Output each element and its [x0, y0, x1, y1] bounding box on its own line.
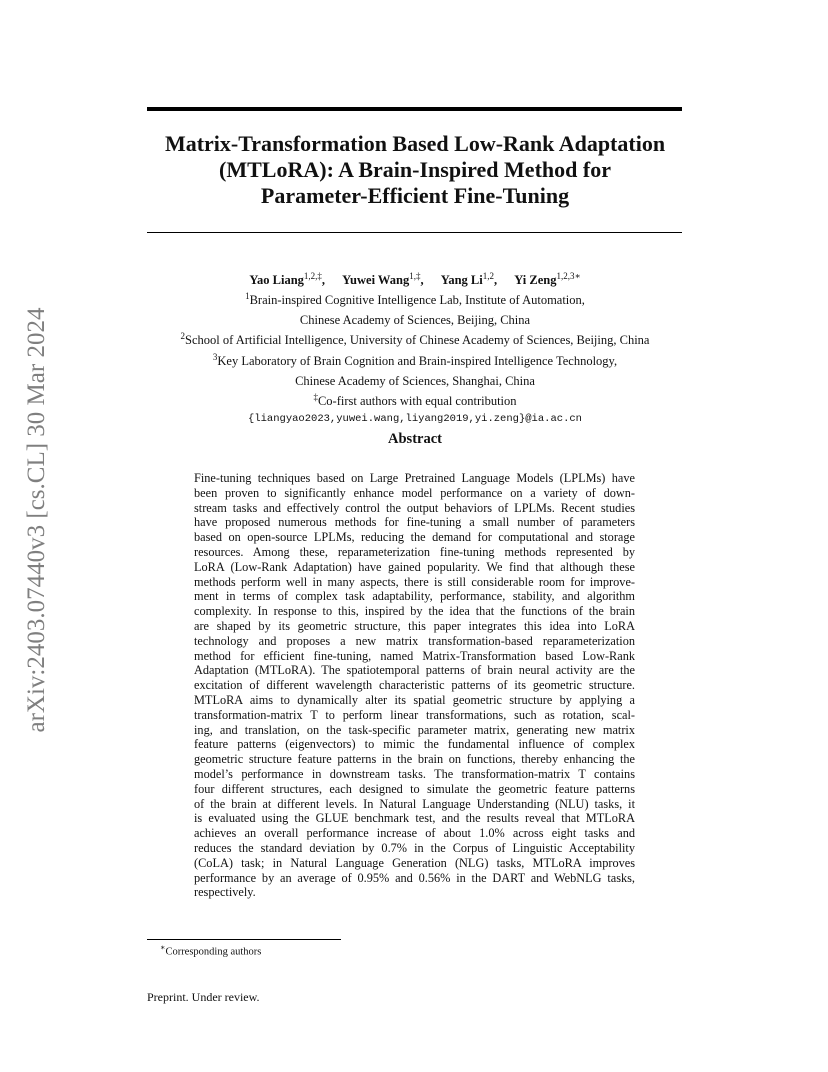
abstract-body: [194, 471, 635, 900]
affiliation: $^3$Key Laboratory of Brain Cognition and Brain-inspired Intelligence Technology,: [212, 351, 618, 368]
abstract-line: excitation of different wavelength characteristic patterns of its geometric structure.: [194, 678, 635, 693]
abstract-line: complexity. In response to this, inspired by the idea that the functions of the brain: [194, 604, 635, 619]
abstract-line: Adaptation (MTLoRA). The spatiotemporal patterns of brain neural activity are the: [194, 663, 635, 678]
title-line: Parameter-Efficient Fine-Tuning: [260, 183, 570, 208]
affiliation: $^2$School of Artificial Intelligence, University of Chinese Academy of Sciences, Beijing, China: [180, 331, 650, 348]
abstract-line: reduces the standard deviation by 0.7% in the Corpus of Linguistic Acceptability: [194, 840, 635, 855]
abstract-line: stream tasks and effectively control the output behaviors of LPLMs. Recent studies: [194, 500, 635, 515]
abstract-line: been proven to significantly enhance model performance on a variety of down-: [194, 485, 635, 500]
affiliation: $^1$Brain-inspired Cognitive Intelligence Lab, Institute of Automation,: [245, 291, 585, 308]
corresponding-author-footnote: ∗Corresponding authors: [160, 943, 262, 958]
footnote-rule: [147, 939, 341, 940]
abstract-line: technology and proposes a new matrix transformation-based reparameterization: [194, 633, 635, 648]
affiliation: Chinese Academy of Sciences, Beijing, China: [299, 313, 531, 328]
arxiv-identifier: arXiv:2403.07440v3 [cs.CL] 30 Mar 2024: [23, 307, 50, 733]
abstract-line: model’s performance in downstream tasks. The transformation-matrix T contains: [194, 766, 635, 781]
abstract-line: achieves an overall performance increase of about 1.0% across eight tasks and: [194, 826, 635, 841]
author-block: [120, 268, 710, 427]
title-line: (MTLoRA): A Brain-Inspired Method for: [219, 157, 611, 182]
abstract-line: resources. Among these, reparameterization fine-tuning methods represented by: [194, 544, 635, 559]
abstract-line: MTLoRA aims to dynamically alter its spatial geometric structure by applying a: [194, 692, 635, 707]
abstract-line: performance by an average of 0.95% and 0.56% in the DART and WebNLG tasks,: [194, 870, 635, 885]
abstract-line: four different structures, each designed to simulate the geometric feature patterns: [194, 781, 635, 796]
abstract-line: (CoLA) task; in Natural Language Generation (NLG) tasks, MTLoRA improves: [194, 855, 635, 870]
equal-contribution-note: ‡Co-first authors with equal contribution: [313, 391, 517, 409]
abstract-line: are shaped by its geometric structure, this paper integrates this idea into LoRA: [194, 618, 635, 633]
title-bottom-rule: [147, 232, 682, 233]
abstract-line: respectively.: [194, 885, 256, 900]
abstract-line: based on open-source LPLMs, reducing the demand for computational and storage: [194, 530, 635, 545]
abstract-line: ing, and translation, on the task-specific parameter matrix, generating new matrix: [194, 722, 635, 737]
paper-title: [120, 131, 710, 209]
author: Yuwei Wang$^{1,\ddagger}$,: [342, 271, 424, 288]
abstract-line: Fine-tuning techniques based on Large Pretrained Language Models (LPLMs) have: [194, 471, 635, 485]
abstract-line: feature patterns (eigenvectors) to mimic the fundamental influence of complex: [194, 737, 635, 752]
title-top-rule: [147, 107, 682, 111]
affiliation: Chinese Academy of Sciences, Shanghai, China: [295, 373, 535, 388]
abstract-line: method for efficient fine-tuning, named Matrix-Transformation based Low-Rank: [194, 648, 635, 663]
abstract-heading: Abstract: [388, 431, 442, 447]
author: Yang Li$^{1,2}$,: [440, 271, 498, 288]
abstract-line: ment in terms of complex task adaptability, performance, stability, and algorithm: [194, 589, 635, 604]
author-emails: {liangyao2023,yuwei.wang,liyang2019,yi.zeng}@ia.ac.cn: [248, 413, 582, 426]
author-list: [120, 268, 710, 288]
author: Yao Liang$^{1,2,\ddagger}$,: [249, 271, 326, 288]
abstract-line: geometric structure feature patterns in the brain on functions, thereby enhancing the: [194, 752, 635, 767]
author: Yi Zeng$^{1,2,3∗}$: [514, 271, 581, 288]
abstract-line: have proposed numerous methods for fine-tuning a small number of parameters: [194, 515, 635, 530]
preprint-note: Preprint. Under review.: [147, 990, 260, 1004]
abstract-line: LoRA (Low-Rank Adaptation) have gained popularity. We find that although these: [194, 559, 635, 574]
abstract-line: methods perform well in many aspects, there is still considerable room for improve-: [194, 574, 635, 589]
abstract-line: transformation-matrix T to perform linear transformations, such as rotation, scal-: [194, 707, 635, 722]
abstract-line: of the brain at different levels. In Natural Language Understanding (NLU) tasks, it: [194, 796, 635, 811]
abstract-line: is evaluated using the GLUE benchmark test, and the results reveal that MTLoRA: [194, 811, 635, 826]
title-line: Matrix-Transformation Based Low-Rank Adaptation: [164, 131, 666, 156]
